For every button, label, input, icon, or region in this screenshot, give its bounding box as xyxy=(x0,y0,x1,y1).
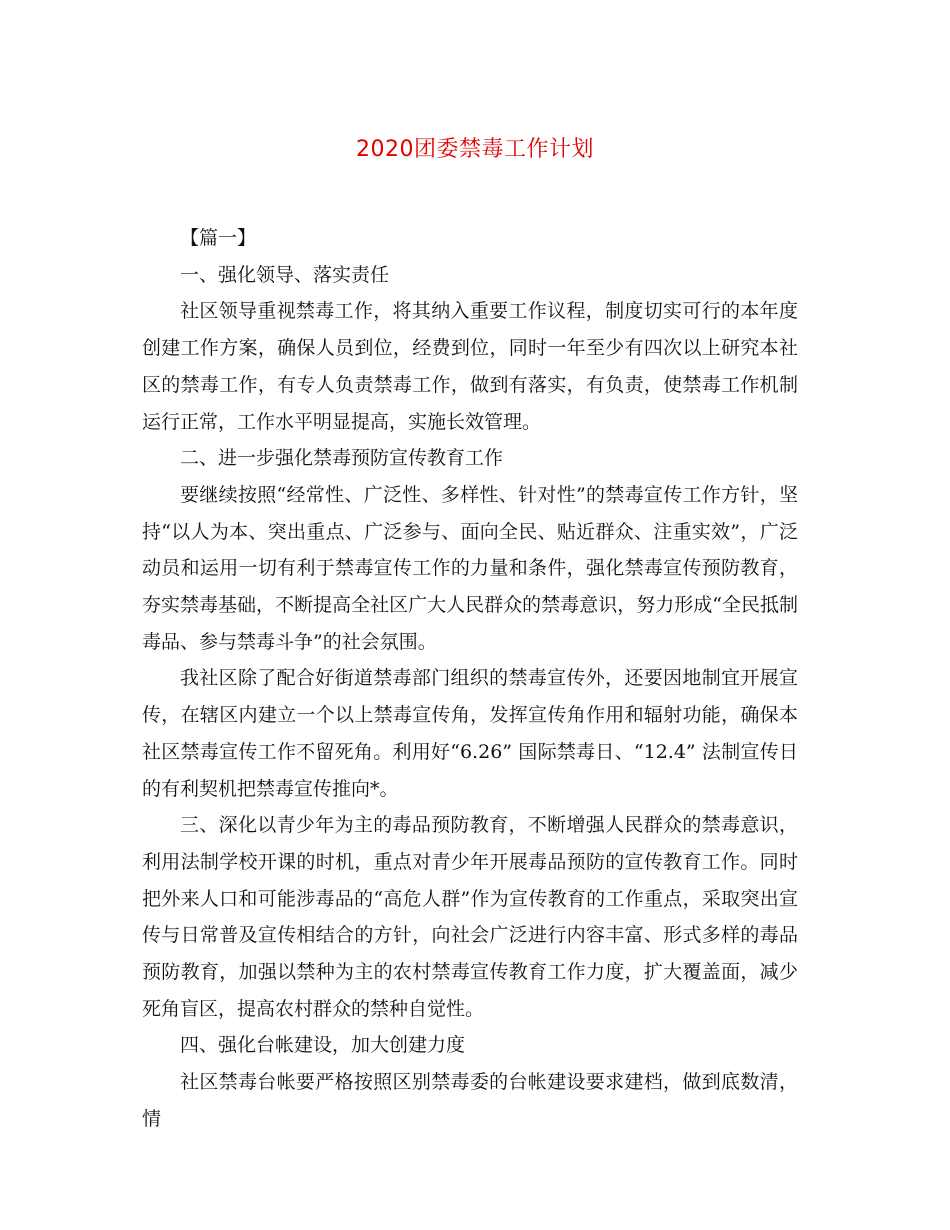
heading-section-2: 二、进一步强化禁毒预防宣传教育工作 xyxy=(180,447,504,470)
document-title: 2020团委禁毒工作计划 xyxy=(356,137,594,162)
document-body xyxy=(142,220,798,1138)
paragraph-section-4: 社区禁毒台帐要严格按照区别禁毒委的台帐建设要求建档，做到底数清，情 xyxy=(142,1071,798,1130)
paragraph-section-2-a: 要继续按照“经常性、广泛性、多样性、针对性”的禁毒宣传工作方针，坚持“以人为本、突出重点、广泛参与、面向全民、贴近群众、注重实效”，广泛动员和运用一切有利于禁毒宣传工作的力量和条件，强化禁毒宣传预防教育，夯实禁毒基础，不断提高全社区广大人民群众的禁毒意识，努力形成“全民抵制毒品、参与禁毒斗争”的社会氛围。 xyxy=(142,483,798,653)
paragraph-section-1: 社区领导重视禁毒工作，将其纳入重要工作议程，制度切实可行的本年度创建工作方案，确保人员到位，经费到位，同时一年至少有四次以上研究本社区的禁毒工作，有专人负责禁毒工作，做到有落实，有负责，使禁毒工作机制运行正常，工作水平明显提高，实施长效管理。 xyxy=(142,300,798,433)
heading-section-4: 四、强化台帐建设，加大创建力度 xyxy=(180,1034,466,1057)
section-marker-part-one: 【篇一】 xyxy=(180,227,257,249)
paragraph-section-2-b: 我社区除了配合好街道禁毒部门组织的禁毒宣传外，还要因地制宜开展宣传，在辖区内建立一个以上禁毒宣传角，发挥宣传角作用和辐射功能，确保本社区禁毒宣传工作不留死角。利用好“6.26” 国际禁毒日、“12.4” 法制宣传日的有利契机把禁毒宣传推向*。 xyxy=(142,667,798,800)
paragraph-section-3: 三、深化以青少年为主的毒品预防教育，不断增强人民群众的禁毒意识，利用法制学校开课的时机，重点对青少年开展毒品预防的宣传教育工作。同时把外来人口和可能涉毒品的“高危人群”作为宣传教育的工作重点，采取突出宣传与日常普及宣传相结合的方针，向社会广泛进行内容丰富、形式多样的毒品预防教育，加强以禁种为主的农村禁毒宣传教育工作力度，扩大覆盖面，减少死角盲区，提高农村群众的禁种自觉性。 xyxy=(142,814,798,1020)
heading-section-1: 一、强化领导、落实责任 xyxy=(180,263,390,286)
